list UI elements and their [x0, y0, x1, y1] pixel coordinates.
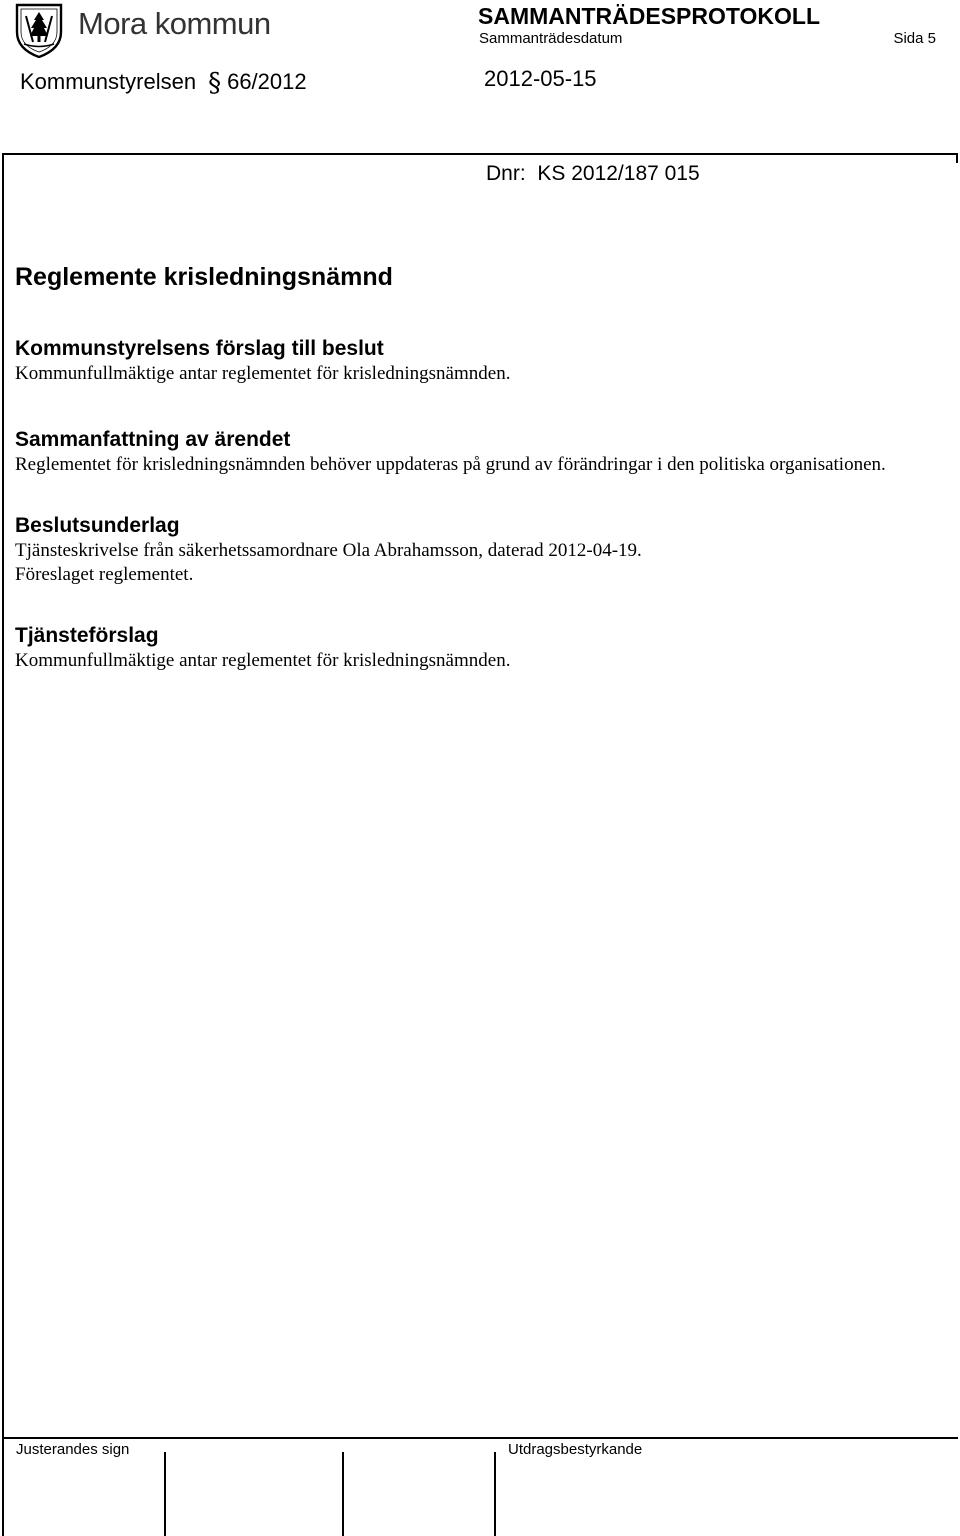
- section-paragraph: Tjänsteskrivelse från säkerhetssamordnare Ola Abrahamsson, daterad 2012-04-19.: [15, 540, 642, 561]
- meeting-date-label: Sammanträdesdatum: [479, 30, 623, 47]
- signature-divider: [342, 1452, 344, 1536]
- section-paragraph: Föreslaget reglementet.: [15, 564, 194, 585]
- municipality-name: Mora kommun: [78, 6, 271, 41]
- section-heading: Beslutsunderlag: [15, 514, 180, 537]
- section-sign: §: [208, 68, 222, 98]
- section-paragraph: Reglementet för krisledningsnämnden behöver uppdateras på grund av förändringar i den politiska organisationen.: [15, 454, 886, 475]
- section-heading: Sammanfattning av ärendet: [15, 428, 291, 451]
- frame-top-line: [2, 153, 958, 155]
- footer-line: [2, 1437, 958, 1439]
- paragraph-number: 66/2012: [227, 69, 307, 94]
- document-body: [15, 262, 935, 709]
- document-title: Reglemente krisledningsnämnd: [15, 263, 393, 291]
- frame-right-tick: [956, 153, 958, 163]
- signature-divider: [164, 1452, 166, 1536]
- section-heading: Kommunstyrelsens förslag till beslut: [15, 337, 384, 360]
- adjuster-sign-label: Justerandes sign: [16, 1441, 130, 1458]
- dnr-label: Dnr:: [486, 162, 526, 185]
- extract-certifier-label: Utdragsbestyrkande: [508, 1441, 643, 1458]
- page-number: Sida 5: [893, 30, 936, 47]
- section-paragraph: Kommunfullmäktige antar reglementet för krisledningsnämnden.: [15, 363, 511, 384]
- meeting-date: 2012-05-15: [484, 66, 597, 91]
- dnr-value: KS 2012/187 015: [537, 162, 700, 185]
- section-proposal: [15, 336, 935, 386]
- section-paragraph: Kommunfullmäktige antar reglementet för krisledningsnämnden.: [15, 650, 511, 671]
- section-official-proposal: [15, 623, 935, 673]
- signature-divider: [494, 1452, 496, 1536]
- document-type: SAMMANTRÄDESPROTOKOLL: [478, 3, 821, 29]
- case-reference: [20, 66, 307, 96]
- governing-body: Kommunstyrelsen: [20, 69, 197, 94]
- section-summary: [15, 427, 935, 477]
- frame-left-line: [2, 153, 4, 1536]
- section-decision-basis: [15, 513, 935, 587]
- municipality-coat-of-arms-icon: [14, 2, 64, 58]
- diary-number: [486, 162, 700, 186]
- section-heading: Tjänsteförslag: [15, 624, 159, 647]
